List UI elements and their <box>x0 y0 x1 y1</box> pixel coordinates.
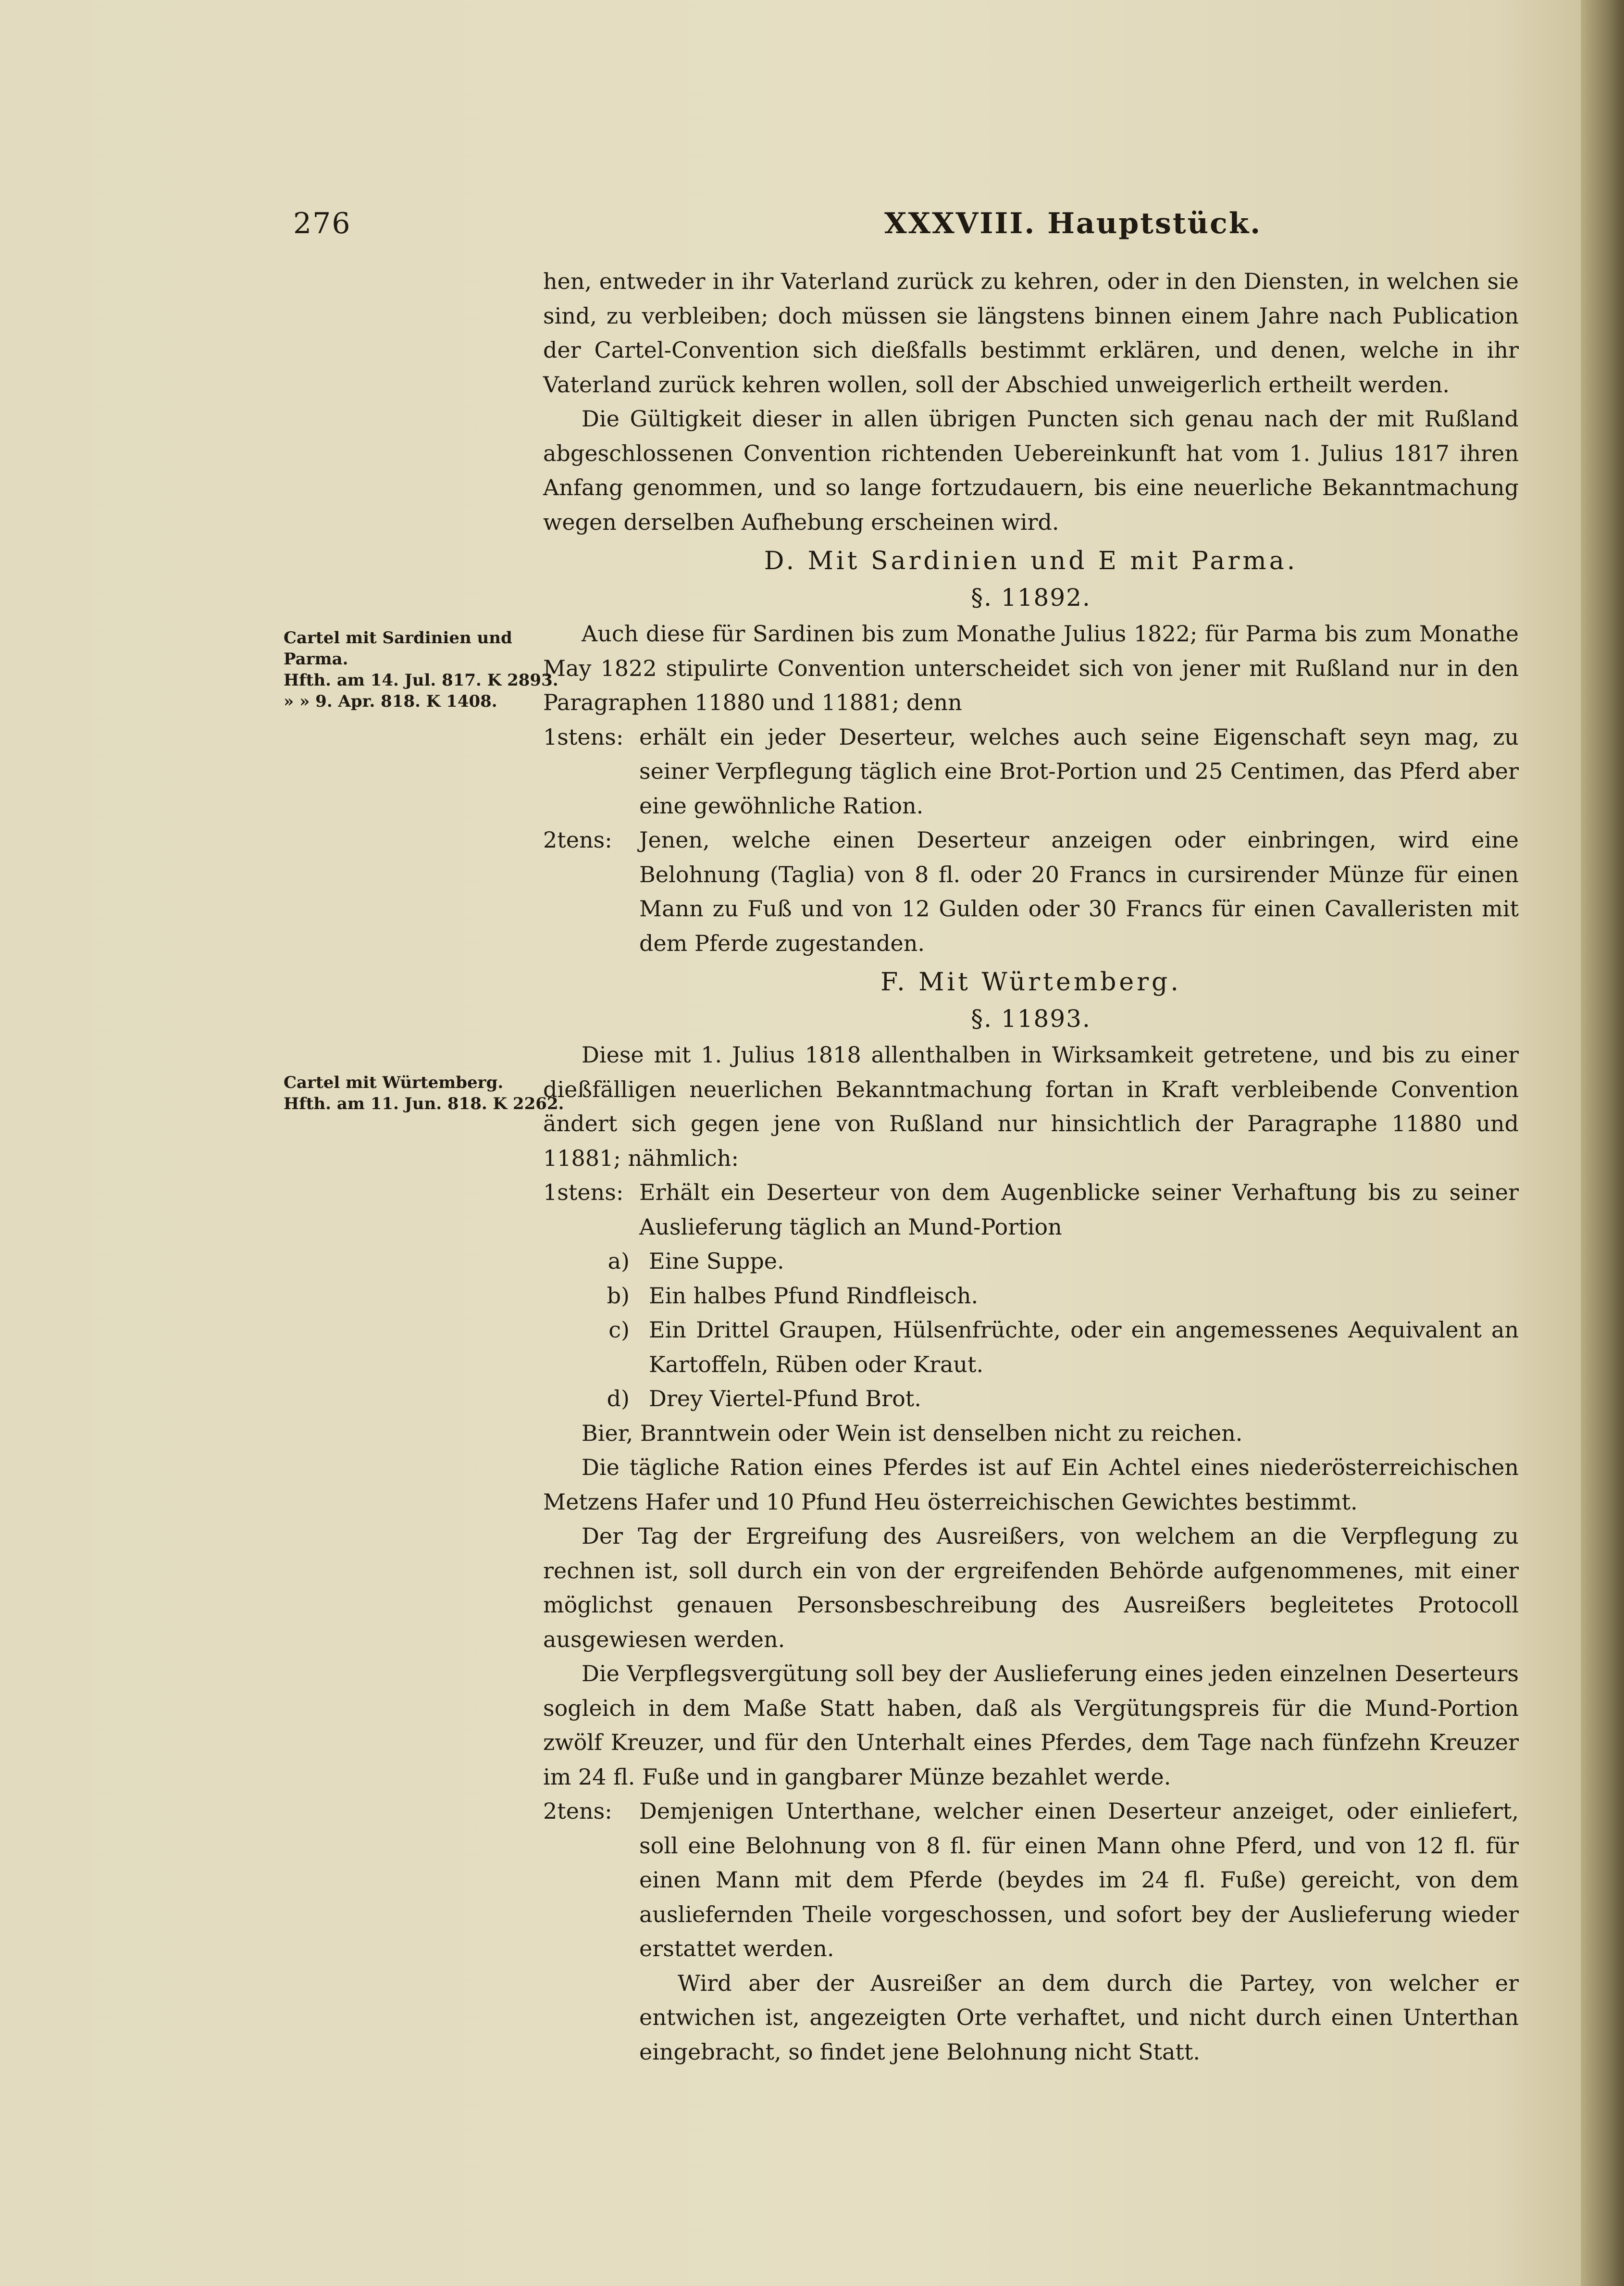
paragraph: Bier, Branntwein oder Wein ist denselben nicht zu reichen. <box>582 1420 1243 1446</box>
paragraph: hen, entweder in ihr Vaterland zurück zu kehren, oder in den Diensten, in welchen sie sind, zu verbleiben; doch müssen sie längstens binnen einem Jahre nach Publication der Cartel-Convention sich dießfalls bestimmt erklären, und denen, welche in ihr Vaterland zurück kehren wollen, soll der Abschied unweigerlich ertheilt werden. <box>543 268 1519 398</box>
sub-item <box>543 1313 1519 1382</box>
sub-item-label: a) <box>607 1248 630 1274</box>
page-edge <box>1581 0 1624 2286</box>
running-head: XXXVIII. Hauptstück. <box>884 207 1262 240</box>
sidenote-line: Hfth. am 11. Jun. 818. K 2262. <box>284 1094 564 1113</box>
paragraph: Die Gültigkeit dieser in allen übrigen Puncten sich genau nach der mit Rußland abgeschlossenen Convention richtenden Uebereinkunft hat vom 1. Julius 1817 ihren Anfang genommen, und so lange fortzudauern, bis eine neuerliche Bekanntmachung wegen derselben Aufhebung erscheinen wird. <box>543 406 1519 535</box>
item-label: 1stens: <box>543 1179 624 1205</box>
sub-item <box>543 1382 1519 1416</box>
sidenote-sardinia-parma <box>284 627 558 712</box>
paragraph: Die Verpflegsvergütung soll bey der Auslieferung eines jeden einzelnen Deserteurs sogleich in dem Maße Statt haben, daß als Vergütungspreis für die Mund-Portion zwölf Kreuzer, und für den Unterhalt eines Pferdes, dem Tage nach fünfzehn Kreuzer im 24 fl. Fuße und in gangbarer Münze bezahlet werde. <box>543 1661 1519 1790</box>
section-heading-d: D. Mit Sardinien und E mit Parma. <box>764 547 1298 575</box>
page-number: 276 <box>293 207 351 240</box>
item-text: Demjenigen Unterthane, welcher einen Deserteur anzeiget, oder einliefert, soll eine Belohnung von 8 fl. für einen Mann ohne Pferd, und von 12 fl. für einen Mann mit dem Pferde (beydes im 24 fl. Fuße) gereicht, von dem ausliefernden Theile vorgeschossen, und sofort bey der Auslieferung wieder erstattet werden. <box>639 1798 1519 1961</box>
sub-item-label: b) <box>607 1282 630 1309</box>
paragraph: Die tägliche Ration eines Pferdes ist auf Ein Achtel eines niederösterreichischen Metzens Hafer und 10 Pfund Heu österreichischen Gewichtes bestimmt. <box>543 1454 1519 1515</box>
sidenote-wuerttemberg <box>284 1072 564 1114</box>
list-item <box>543 720 1519 824</box>
list-item <box>543 823 1519 961</box>
sidenote-line: Hfth. am 14. Jul. 817. K 2893. <box>284 671 558 690</box>
sub-item <box>543 1244 1519 1279</box>
paragraph: Wird aber der Ausreißer an dem durch die Partey, von welcher er entwichen ist, angezeigten Orte verhaftet, und nicht durch einen Unterthan eingebracht, so findet jene Belohnung nicht Statt. <box>639 1970 1519 2065</box>
sub-item-label: c) <box>608 1317 630 1343</box>
main-text <box>543 264 1519 2069</box>
sidenote-line: » » 9. Apr. 818. K 1408. <box>284 692 497 711</box>
item-text: Erhält ein Deserteur von dem Augenblicke seiner Verhaftung bis zu seiner Auslieferung täglich an Mund-Portion <box>639 1179 1519 1240</box>
sidenote-line: Parma. <box>284 650 348 669</box>
item-label: 1stens: <box>543 724 624 750</box>
sub-item-text: Drey Viertel-Pfund Brot. <box>649 1386 921 1412</box>
page-header <box>293 197 1519 250</box>
sub-item-text: Eine Suppe. <box>649 1248 784 1274</box>
item-text: Jenen, welche einen Deserteur anzeigen oder einbringen, wird eine Belohnung (Taglia) von 8 fl. oder 20 Francs in cursirender Münze für einen Mann zu Fuß und von 12 Gulden oder 30 Francs für einen Cavalleristen mit dem Pferde zugestanden. <box>639 827 1519 956</box>
paragraph: Diese mit 1. Julius 1818 allenthalben in Wirksamkeit getretene, und bis zu einer dießfälligen neuerlichen Bekanntmachung fortan in Kraft verbleibende Convention ändert sich gegen jene von Rußland nur hinsichtlich der Paragraphe 11880 und 11881; nähmlich: <box>543 1042 1519 1171</box>
list-item <box>543 1175 1519 1244</box>
paragraph-number: §. 11893. <box>971 1004 1091 1033</box>
item-label: 2tens: <box>543 827 612 853</box>
sub-item-text: Ein Drittel Graupen, Hülsenfrüchte, oder ein angemessenes Aequivalent an Kartoffeln, Rüben oder Kraut. <box>649 1317 1519 1377</box>
sidenote-line: Cartel mit Sardinien und <box>284 628 512 648</box>
item-label: 2tens: <box>543 1798 612 1824</box>
section-heading-f: F. Mit Würtemberg. <box>880 968 1181 997</box>
sub-item-text: Ein halbes Pfund Rindfleisch. <box>649 1282 979 1309</box>
list-item <box>543 1794 1519 1966</box>
paragraph-number: §. 11892. <box>971 583 1091 612</box>
item-text: erhält ein jeder Deserteur, welches auch seine Eigenschaft seyn mag, zu seiner Verpflegung täglich eine Brot-Portion und 25 Centimen, das Pferd aber eine gewöhnliche Ration. <box>639 724 1519 819</box>
paragraph: Der Tag der Ergreifung des Ausreißers, von welchem an die Verpflegung zu rechnen ist, soll durch ein von der ergreifenden Behörde aufgenommenes, mit einer möglichst genauen Personsbeschreibung des Ausreißers begleitetes Protocoll ausgewiesen werden. <box>543 1523 1519 1652</box>
sidenote-line: Cartel mit Würtemberg. <box>284 1073 504 1092</box>
paragraph: Auch diese für Sardinen bis zum Monathe Julius 1822; für Parma bis zum Monathe May 1822 stipulirte Convention unterscheidet sich von jener mit Rußland nur in den Paragraphen 11880 und 11881; denn <box>543 621 1519 715</box>
sub-item-label: d) <box>607 1386 630 1412</box>
sub-item <box>543 1279 1519 1313</box>
